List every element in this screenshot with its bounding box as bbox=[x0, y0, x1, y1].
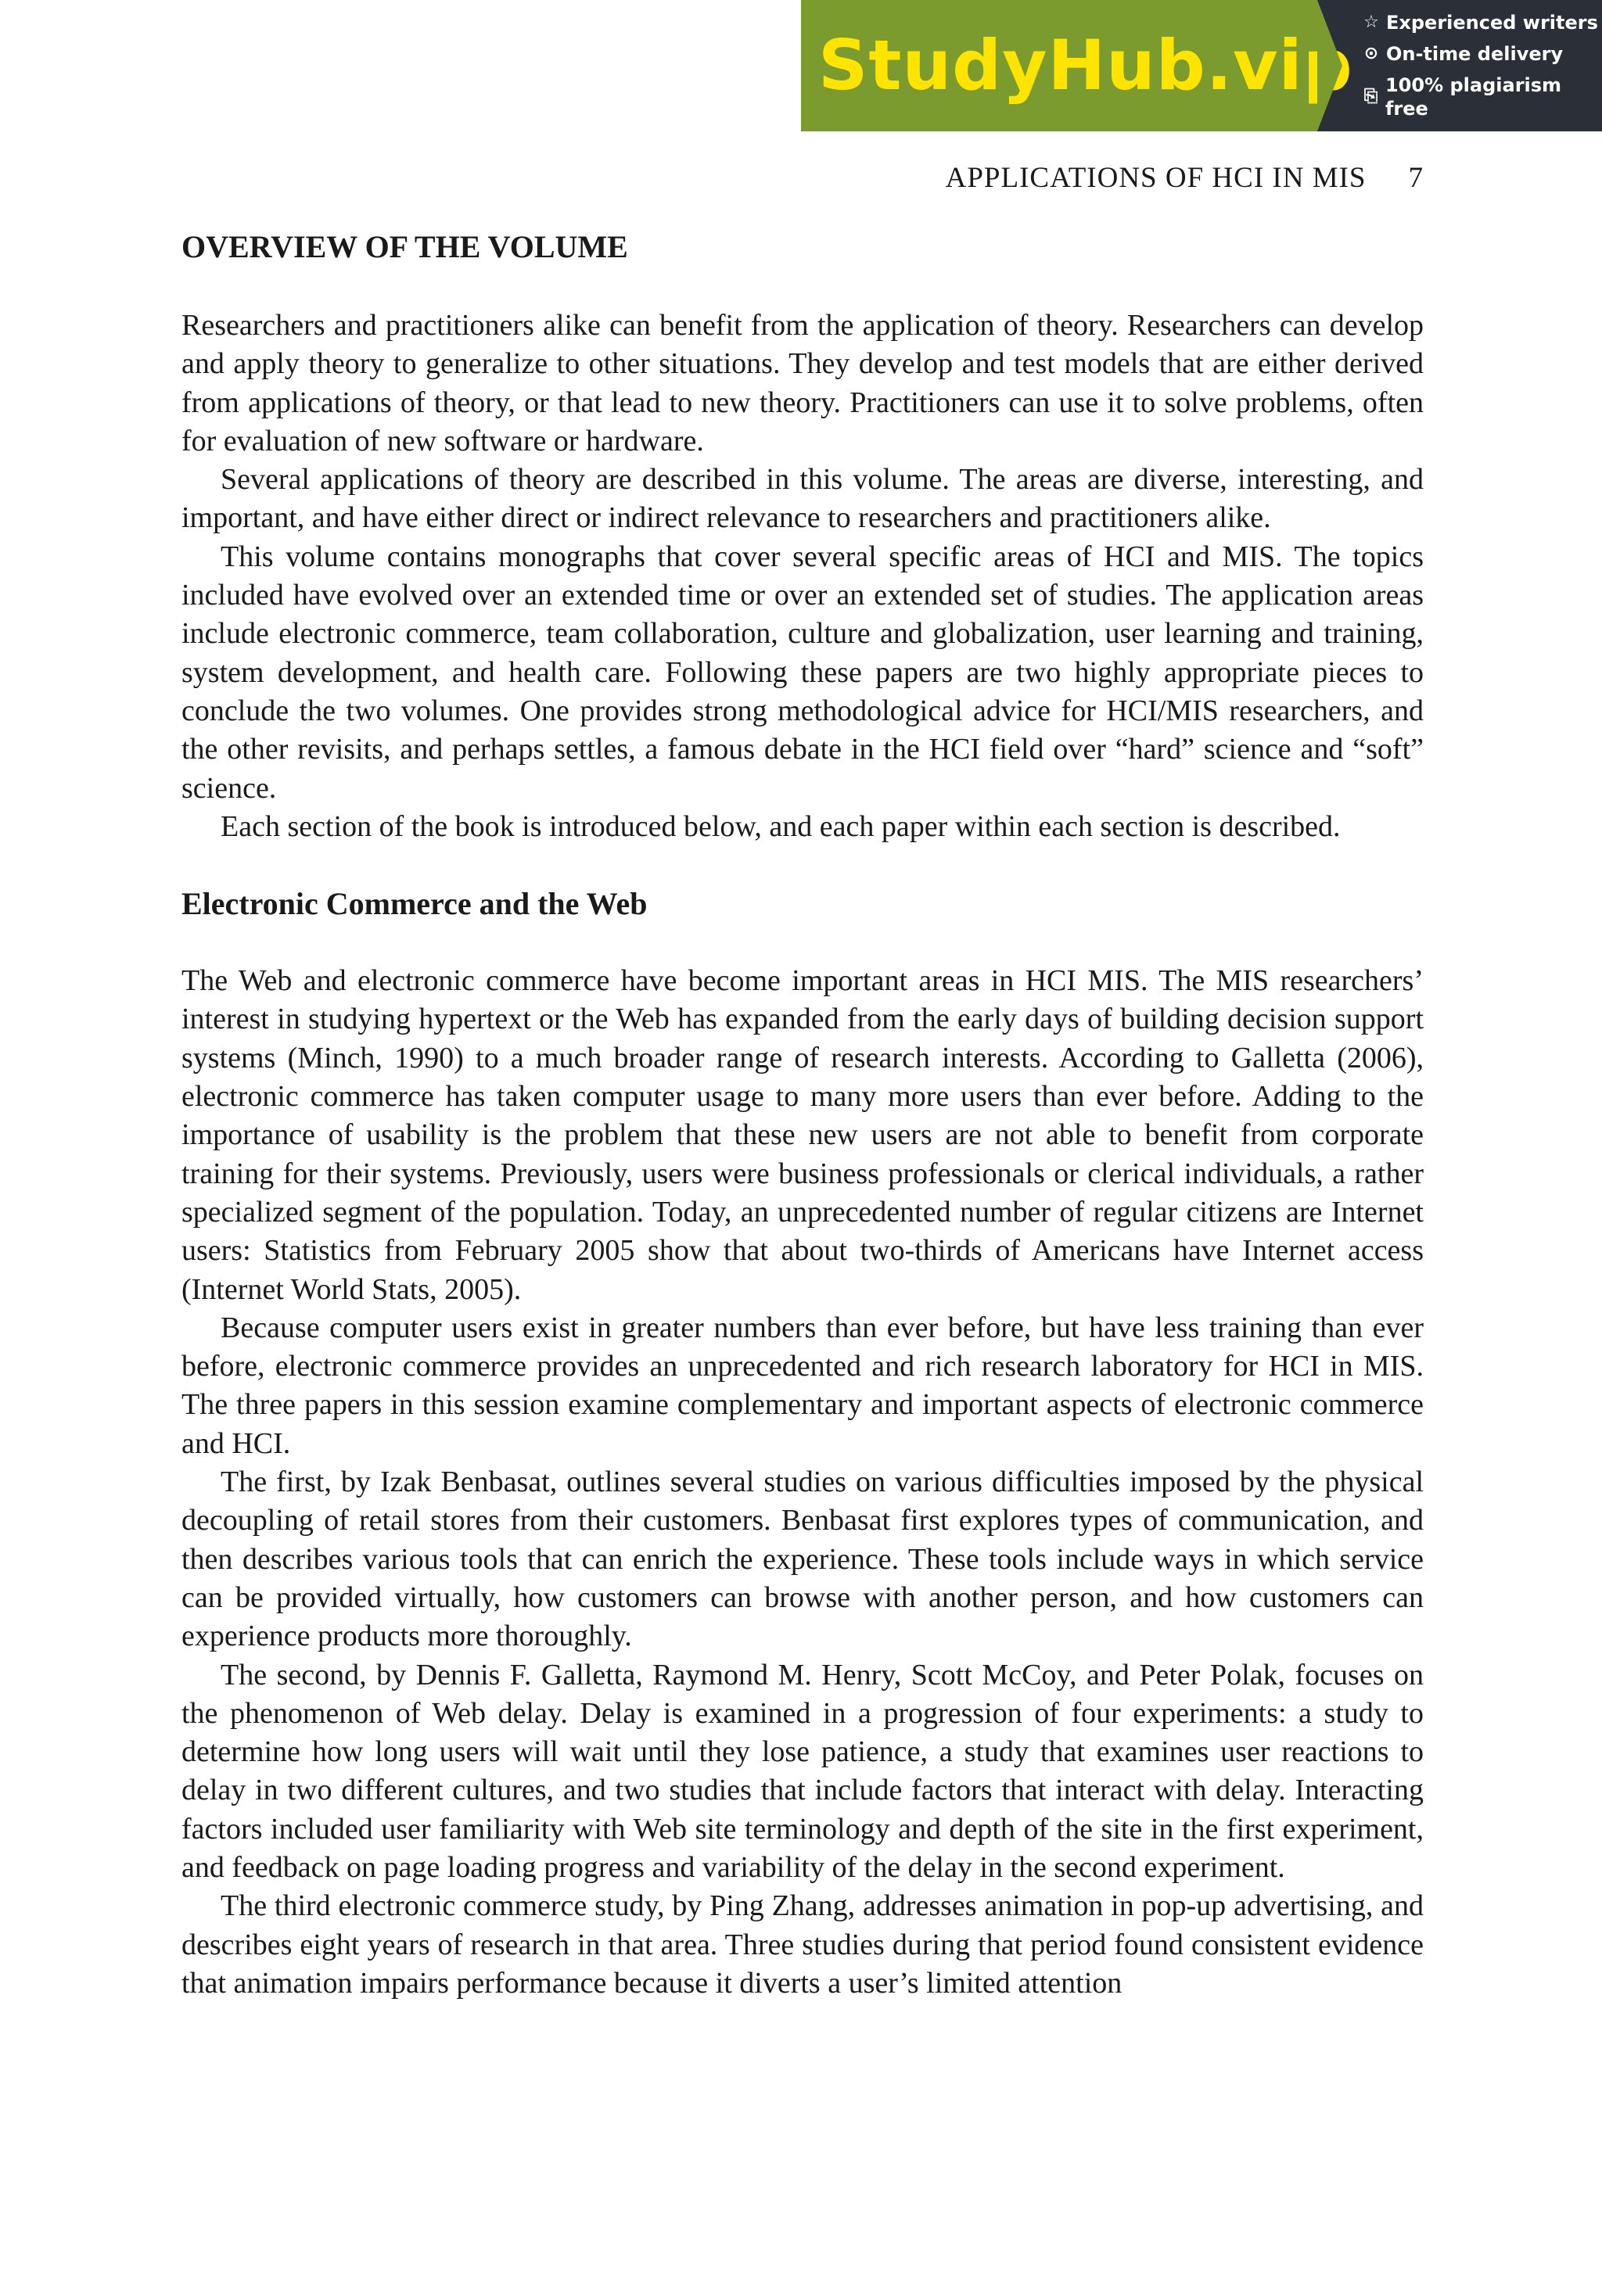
clock-icon: ⊙ bbox=[1363, 44, 1379, 63]
promo-banner bbox=[801, 0, 1602, 131]
feature-list bbox=[1317, 0, 1602, 131]
page-number: 7 bbox=[1408, 162, 1424, 194]
paragraph: The second, by Dennis F. Galletta, Raymond M. Henry, Scott McCoy, and Peter Polak, focuses on the phenomenon of Web delay. Delay is examined in a progression of four experiments: a study to determine how long users will wait until they lose patience, a study that examines user reactions to delay in two different cultures, and two studies that include factors that interact with delay. Interacting factors included user familiarity with Web site terminology and depth of the site in the first experiment, and feedback on page loading progress and variability of the delay in the second experiment. bbox=[181, 1658, 1424, 1884]
feature-experienced-writers bbox=[1361, 11, 1602, 34]
paragraph: The first, by Izak Benbasat, outlines several studies on various difficulties imposed by the physical decoupling of retail stores from their customers. Benbasat first explores types of communication, and then describes various tools that can enrich the experience. These tools include ways in which service can be provided virtually, how customers can browse with another person, and how customers can experience products more thoroughly. bbox=[181, 1465, 1424, 1653]
paragraph: Researchers and practitioners alike can benefit from the application of theory. Researchers can develop and apply theory to generalize to other situations. They develop and test models that are either derived from applications of theory, or that lead to new theory. Practitioners can use it to solve problems, often for evaluation of new software or hardware. bbox=[181, 309, 1424, 457]
feature-label: 100% plagiarism free bbox=[1385, 74, 1562, 120]
paragraph: The third electronic commerce study, by Ping Zhang, addresses animation in pop-up advertising, and describes eight years of research in that area. Three studies during that period found consistent evidence that animation impairs performance because it diverts a user’s limited attention bbox=[181, 1889, 1424, 2000]
feature-on-time-delivery bbox=[1361, 42, 1602, 66]
star-icon: ☆ bbox=[1363, 13, 1379, 32]
section-heading-electronic-commerce: Electronic Commerce and the Web bbox=[181, 886, 648, 922]
paragraph: Each section of the book is introduced below, and each paper within each section is described. bbox=[221, 809, 1341, 843]
feature-label: Experienced writers bbox=[1386, 12, 1598, 34]
paragraph: Because computer users exist in greater numbers than ever before, but have less training than ever before, electronic commerce provides an unprecedented and rich research laboratory for HCI in MIS. The three papers in this session examine complementary and important aspects of electronic commerce and HCI. bbox=[181, 1311, 1424, 1460]
logo-text: StudyHub.vip bbox=[818, 25, 1353, 106]
feature-plagiarism-free bbox=[1361, 74, 1602, 120]
running-title: APPLICATIONS OF HCI IN MIS bbox=[945, 162, 1367, 194]
studyhub-logo bbox=[801, 0, 1353, 131]
page-body bbox=[181, 225, 1424, 2003]
paragraph: The Web and electronic commerce have become important areas in HCI MIS. The MIS researchers’ interest in studying hypertext or the Web has expanded from the early days of building decision support systems (Minch, 1990) to a much broader range of research interests. According to Galletta (2006), electronic commerce has taken computer usage to many more users than ever before. Adding to the importance of usability is the problem that these new users are not able to benefit from corporate training for their systems. Previously, users were business professionals or clerical individuals, a rather specialized segment of the population. Today, an unprecedented number of regular citizens are Internet users: Statistics from February 2005 show that about two-thirds of Americans have Internet access (Internet World Stats, 2005). bbox=[181, 964, 1424, 1306]
running-header bbox=[946, 161, 1424, 195]
paragraph: This volume contains monographs that cover several specific areas of HCI and MIS. The topics included have evolved over an extended time or over an extended set of studies. The application areas include electronic commerce, team collaboration, culture and globalization, user learning and training, system development, and health care. Following these papers are two highly appropriate pieces to conclude the two volumes. One provides strong methodological advice for HCI/MIS researchers, and the other revisits, and perhaps settles, a famous debate in the HCI field over “hard” science and “soft” science. bbox=[181, 540, 1424, 805]
feature-label: On-time delivery bbox=[1386, 43, 1564, 65]
section-heading-overview: OVERVIEW OF THE VOLUME bbox=[181, 229, 628, 264]
document-check-icon: ⎘ bbox=[1363, 87, 1378, 106]
paragraph: Several applications of theory are described in this volume. The areas are diverse, interesting, and important, and have either direct or indirect relevance to researchers and practitioners alike. bbox=[181, 463, 1424, 535]
